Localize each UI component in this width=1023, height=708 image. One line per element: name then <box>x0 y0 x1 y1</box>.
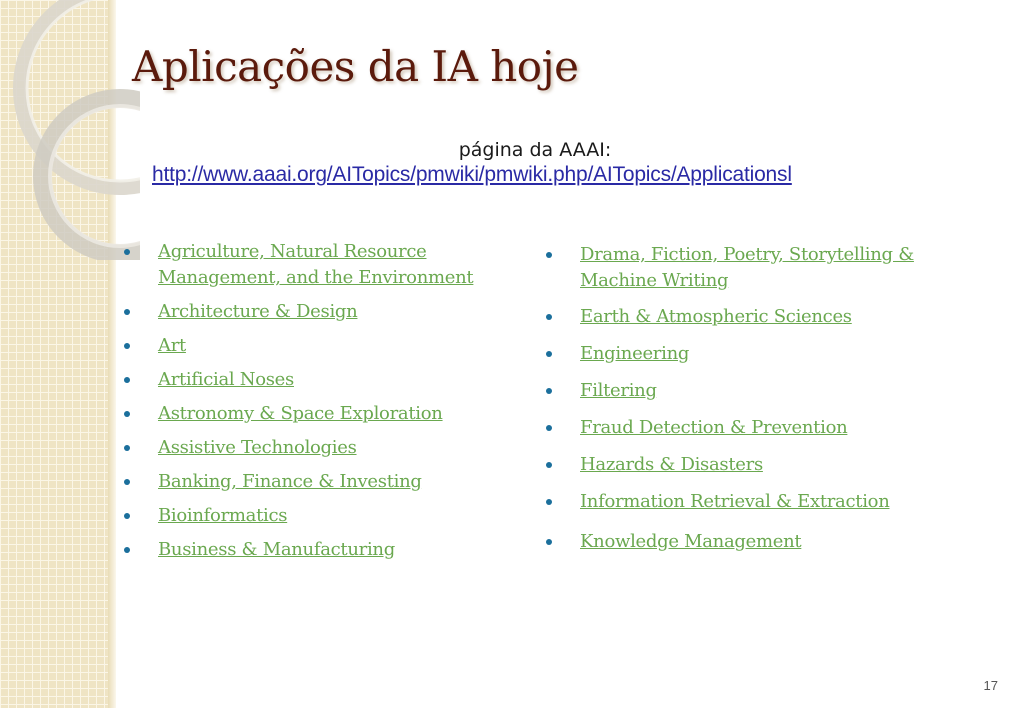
applications-list-right <box>546 242 956 566</box>
link-banking[interactable]: Banking, Finance & Investing <box>158 471 422 492</box>
subtitle-aaai-page: página da AAAI: <box>458 139 612 161</box>
list-item <box>124 239 504 291</box>
list-item <box>546 529 956 555</box>
slide-title: Aplicações da IA hoje <box>132 42 579 91</box>
list-item <box>124 401 504 427</box>
list-item <box>546 489 956 515</box>
list-item <box>546 378 956 404</box>
list-item <box>124 503 504 529</box>
list-item <box>124 367 504 393</box>
link-art[interactable]: Art <box>158 335 186 356</box>
link-bioinformatics[interactable]: Bioinformatics <box>158 505 288 526</box>
list-item <box>124 537 504 563</box>
list-item <box>124 469 504 495</box>
link-astronomy[interactable]: Astronomy & Space Exploration <box>158 403 443 424</box>
link-artificial-noses[interactable]: Artificial Noses <box>158 369 294 390</box>
list-item <box>546 304 956 330</box>
link-hazards-disasters[interactable]: Hazards & Disasters <box>580 454 763 475</box>
list-item <box>546 242 956 294</box>
list-item <box>124 299 504 325</box>
list-item <box>546 452 956 478</box>
link-drama-fiction[interactable]: Drama, Fiction, Poetry, Storytelling & Machine Writing <box>580 244 914 291</box>
aaai-url-link[interactable]: http://www.aaai.org/AITopics/pmwiki/pmwiki.php/AITopics/Applicationsl <box>152 163 792 186</box>
link-architecture-design[interactable]: Architecture & Design <box>158 301 358 322</box>
link-earth-atmospheric[interactable]: Earth & Atmospheric Sciences <box>580 306 852 327</box>
link-assistive-technologies[interactable]: Assistive Technologies <box>158 437 357 458</box>
list-item <box>124 435 504 461</box>
link-agriculture[interactable]: Agriculture, Natural Resource Management, and the Environment <box>158 241 474 288</box>
list-item <box>546 341 956 367</box>
applications-list-left <box>124 239 504 571</box>
decorative-rings <box>0 0 140 260</box>
link-fraud-detection[interactable]: Fraud Detection & Prevention <box>580 417 848 438</box>
link-knowledge-management[interactable]: Knowledge Management <box>580 531 802 552</box>
list-item <box>546 415 956 441</box>
page-number: 17 <box>983 678 998 693</box>
link-filtering[interactable]: Filtering <box>580 380 657 401</box>
list-item <box>124 333 504 359</box>
link-business-manufacturing[interactable]: Business & Manufacturing <box>158 539 395 560</box>
link-engineering[interactable]: Engineering <box>580 343 690 364</box>
link-information-retrieval[interactable]: Information Retrieval & Extraction <box>580 491 890 512</box>
